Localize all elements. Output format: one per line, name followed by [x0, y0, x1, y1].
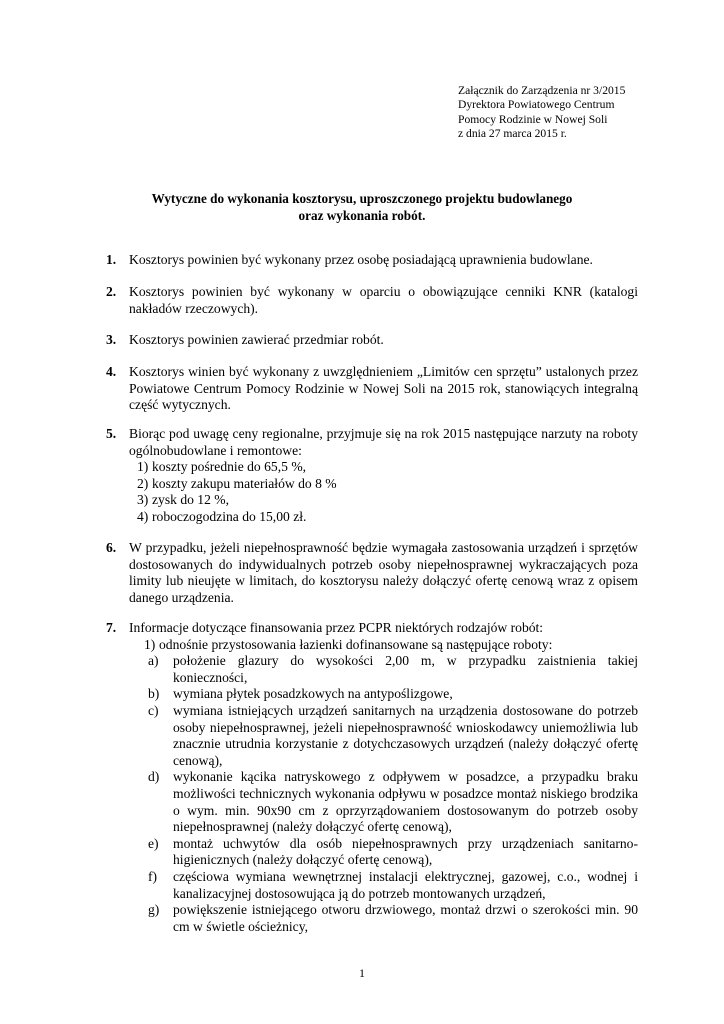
list-item-7: [106, 620, 638, 935]
annex-line-2: Dyrektora Powiatowego Centrum: [458, 98, 615, 112]
sublist-item: 1) odnośnie przystosowania łazienki dofinansowane są następujące roboty:: [144, 636, 553, 652]
sublist-item: 3) zysk do 12 %,: [137, 492, 230, 508]
title-line-1: Wytyczne do wykonania kosztorysu, uproszczonego projektu budowlanego: [151, 191, 573, 206]
sublist-item: 1) koszty pośrednie do 65,5 %,: [137, 459, 307, 475]
works-list-item: e) montaż uchwytów dla osób niepełnosprawnych przy urządzeniach sanitarno-higienicznych (należy dołączyć ofertę cenową),: [148, 835, 638, 868]
item-number: 6.: [106, 540, 117, 555]
sublist-item: 2) koszty zakupu materiałów do 8 %: [137, 475, 337, 491]
item-number: 4.: [106, 364, 117, 379]
list-item-2: [106, 284, 638, 317]
works-list-item: a) położenie glazury do wysokości 2,00 m, w przypadku zaistnienia takiej konieczności,: [148, 653, 638, 685]
works-list-item: c) wymiana istniejących urządzeń sanitarnych na urządzenia dostosowane do potrzeb osoby niepełnosprawnej, jeżeli niepełnosprawność wnioskodawcy uniemożliwia lub znacznie utrudnia korzystanie z dotychczasowych urządzeń (należy dołączyć ofertę cenową),: [148, 702, 638, 768]
item-text: Informacje dotyczące finansowania przez PCPR niektórych rodzajów robót:: [129, 620, 544, 635]
list-item-3: [106, 332, 638, 349]
list-item-5: [106, 426, 638, 526]
title-line-2: oraz wykonania robót.: [298, 207, 426, 223]
list-item-4: [106, 364, 638, 414]
works-list-item: g) powiększenie istniejącego otworu drzwiowego, montaż drzwi o szerokości min. 90 cm w świetle ościeżnicy,: [148, 902, 638, 934]
list-item-1: [106, 252, 638, 269]
item-text: Kosztorys powinien zawierać przedmiar robót.: [129, 332, 384, 347]
item-text: Kosztorys powinien być wykonany przez osobę posiadającą uprawnienia budowlane.: [129, 252, 593, 267]
works-list-item: b) wymiana płytek posadzkowych na antypoślizgowe,: [148, 686, 453, 702]
surcharge-list: [137, 459, 638, 525]
list-item-6: [106, 540, 638, 606]
works-list: [148, 653, 638, 935]
works-list-item: f) częściowa wymiana wewnętrznej instalacji elektrycznej, gazowej, c.o., wodnej i kanalizacyjnej dostosowująca ją do potrzeb montowanych urządzeń,: [148, 868, 638, 901]
annex-line-3: Pomocy Rodzinie w Nowej Soli: [458, 112, 608, 126]
item-text: Kosztorys winien być wykonany z uwzględnieniem „Limitów cen sprzętu” ustalonych przez Powiatowe Centrum Pomocy Rodzinie w Nowej Soli na 2015 rok, stanowiących integralną część wytycznych.: [129, 364, 638, 413]
item-number: 1.: [106, 252, 117, 267]
annex-header: [458, 84, 708, 142]
item-text: W przypadku, jeżeli niepełnosprawność będzie wymagała zastosowania urządzeń i sprzętów dostosowanych do indywidualnych potrzeb osoby niepełnosprawnej wykraczających poza limity lub nieujęte w limitach, do kosztorysu należy dołączyć ofertę cenową wraz z opisem danego urządzenia.: [129, 540, 638, 605]
item-number: 5.: [106, 426, 117, 441]
annex-line-1: Załącznik do Zarządzenia nr 3/2015: [458, 84, 626, 97]
bathroom-subsection: [144, 637, 638, 654]
item-text: Kosztorys powinien być wykonany w oparciu o obowiązujące cenniki KNR (katalogi nakładów rzeczowych).: [129, 284, 638, 316]
item-number: 2.: [106, 284, 117, 299]
page-number: 1: [359, 966, 365, 980]
item-number: 7.: [106, 620, 117, 635]
annex-line-4: z dnia 27 marca 2015 r.: [458, 127, 567, 141]
works-list-item: d) wykonanie kącika natryskowego z odpływem w posadzce, a przypadku braku możliwości technicznych wykonania odpływu w posadzce montaż niskiego brodzika o wym. min. 90x90 cm z oprzyrządowaniem dostosowanym do potrzeb osoby niepełnosprawnej (należy dołączyć ofertę cenową),: [148, 769, 638, 835]
item-number: 3.: [106, 332, 117, 347]
sublist-item: 4) roboczogodzina do 15,00 zł.: [137, 508, 307, 524]
document-title: [80, 191, 644, 224]
item-text: Biorąc pod uwagę ceny regionalne, przyjmuje się na rok 2015 następujące narzuty na roboty ogólnobudowlane i remontowe:: [129, 426, 638, 458]
